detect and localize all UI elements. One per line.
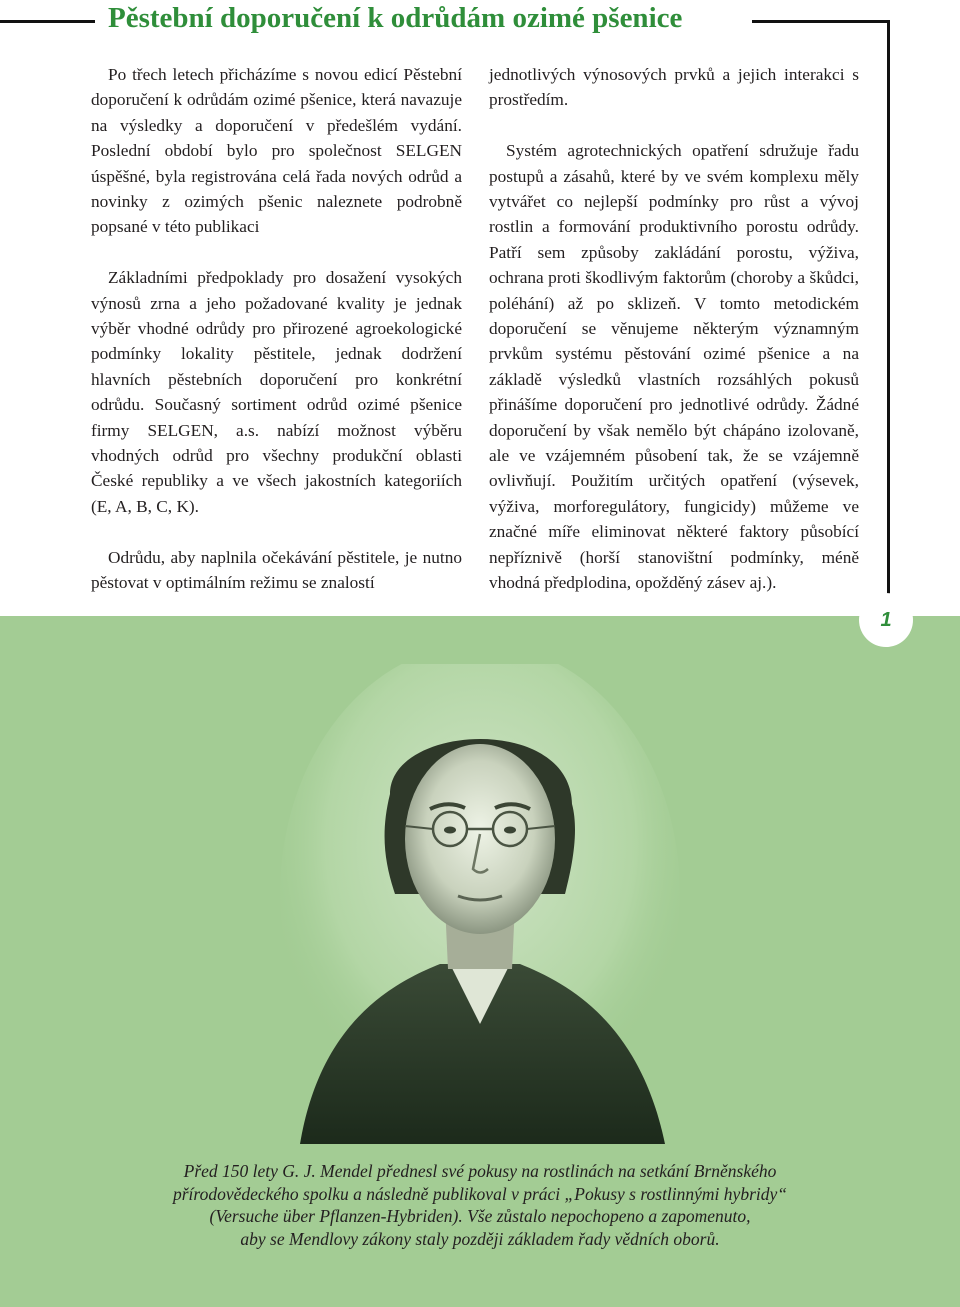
header-rule-vertical [887, 20, 890, 606]
portrait-icon [280, 664, 680, 1144]
left-paragraph-1: Po třech letech přicházíme s novou edicí Pěstební doporučení k odrůdám ozimé pšenice, která navazuje na výsledky a doporučení v předešlém vydání. Poslední období bylo pro společnost SELGEN úspěšné, byla registrována celá řada nových odrůd a novinky z ozimých pšenic naleznete podrobně popsané v této publikaci [91, 65, 462, 237]
photo-caption [120, 1160, 840, 1250]
header-rule-right [752, 20, 890, 23]
page-title: Pěstební doporučení k odrůdám ozimé pšenice [108, 2, 683, 34]
caption-line-3: (Versuche über Pflanzen-Hybriden). Vše zůstalo nepochopeno a zapomenuto, [209, 1206, 751, 1227]
right-text-column [489, 62, 859, 621]
caption-line-2: přírodovědeckého spolku a následně publikoval v práci „Pokusy s rostlinnými hybridy“ [172, 1183, 787, 1204]
header-rule-left [0, 20, 95, 23]
right-paragraph-2: Systém agrotechnických opatření sdružuje řadu postupů a zásahů, které by ve svém komplexu měly vytvářet co nejlepší podmínky pro růst a vývoj rostlin a formování produktivního porostu odrůdy. Patří sem způsoby zakládání porostu, výživa, ochrana proti škodlivým faktorům (choroby a škůdci, poléhání) až po sklizeň. V tomto metodickém doporučení se věnujeme některým významným prvkům systému pěstování ozimé pšenice a na základě výsledků vlastních rozsáhlých pokusů přinášíme doporučení pro jednotlivé odrůdy. Žádné doporučení by však nemělo být chápáno izolovaně, ale ve vzájemném působení tak, že se vzájemně ovlivňují. Použitím určitých opatření (výsevek, výživa, morforegulátory, fungicidy) můžeme ve značné míře eliminovat některé faktory působící nepříznivě (horší stanovištní podmínky, méně vhodná předplodina, opožděný zásev aj.). [489, 141, 859, 593]
right-paragraph-1: jednotlivých výnosových prvků a jejich interakci s prostředím. [489, 65, 859, 110]
caption-line-1: Před 150 lety G. J. Mendel přednesl své pokusy na rostlinách na setkání Brněnského [183, 1161, 777, 1181]
left-paragraph-3: Odrůdu, aby naplnila očekávání pěstitele, je nutno pěstovat v optimálním režimu se znalostí [91, 547, 462, 593]
page-number: 1 [880, 608, 892, 631]
page-number-badge [859, 593, 913, 647]
left-paragraph-2: Základními předpoklady pro dosažení vysokých výnosů zrna a jeho požadované kvality je jednak výběr vhodné odrůdy pro přirozené agroekologické podmínky lokality pěstitele, jednak dodržení hlavních pěstebních doporučení pro konkrétní odrůdu. Současný sortiment odrůd ozimé pšenice firmy SELGEN, a.s. nabízí možnost výběru vhodných odrůd pro všechny produkční oblasti České republiky a ve všech jakostních kategoriích (E, A, B, C, K). [91, 268, 462, 516]
caption-line-4: aby se Mendlovy zákony staly později základem řady vědních oborů. [240, 1228, 720, 1249]
left-text-column [91, 62, 462, 621]
